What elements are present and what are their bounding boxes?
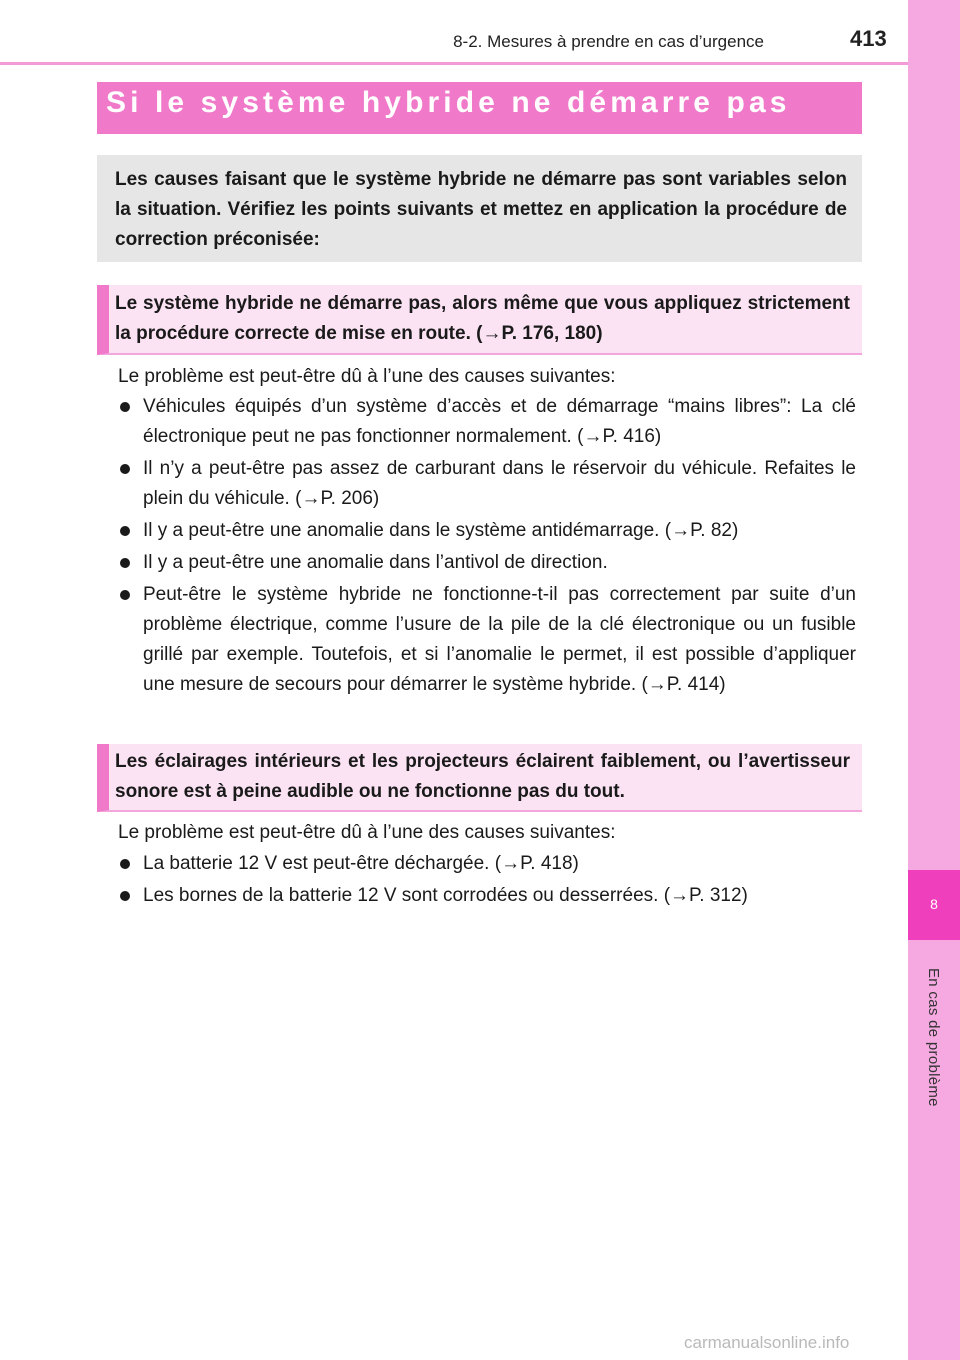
bullet-icon <box>120 859 130 869</box>
chapter-label: En cas de problème <box>925 968 942 1107</box>
page-number: 413 <box>850 26 887 51</box>
chapter-number: 8 <box>930 896 938 912</box>
bullet-icon <box>120 558 130 568</box>
page-title: Si le système hybride ne démarre pas <box>106 86 791 119</box>
arrow-icon: → <box>647 674 667 695</box>
list-item-text: Véhicules équipés d’un système d’accès et de démarrage “mains libres”: La clé électronique peut ne pas fonctionner normalement. ( <box>143 396 856 447</box>
bullet-icon <box>120 464 130 474</box>
list-item <box>118 881 856 911</box>
section-2-lead: Le problème est peut-être dû à l’une des causes suivantes: <box>118 822 616 843</box>
section-1-heading <box>115 289 850 349</box>
section-1-heading-text: Le système hybride ne démarre pas, alors même que vous appliquez strictement la procédure correcte de mise en route. ( <box>115 293 850 344</box>
page-reference-link[interactable]: P. 414) <box>666 674 726 695</box>
bullet-icon <box>120 402 130 412</box>
arrow-icon: → <box>670 885 690 906</box>
list-item <box>118 392 856 452</box>
section-2-bullet-list <box>118 849 856 913</box>
section-1-heading-ref[interactable]: P. 176, 180) <box>501 323 603 344</box>
page-reference-link[interactable]: P. 206) <box>320 488 380 509</box>
section-2-heading: Les éclairages intérieurs et les projecteurs éclairent faiblement, ou l’avertisseur sonore est à peine audible ou ne fonctionne pas du tout. <box>115 751 850 802</box>
section-1-lead: Le problème est peut-être dû à l’une des causes suivantes: <box>118 366 616 387</box>
page-reference-link[interactable]: P. 416) <box>602 426 662 447</box>
list-item-text: Il n’y a peut-être pas assez de carburant dans le réservoir du véhicule. Refaites le plein du véhicule. ( <box>143 458 856 509</box>
list-item-text: La batterie 12 V est peut-être déchargée. ( <box>143 853 502 874</box>
section-header: 8-2. Mesures à prendre en cas d’urgence <box>453 32 764 51</box>
list-item <box>118 849 856 879</box>
list-item <box>118 454 856 514</box>
arrow-icon: → <box>301 488 321 509</box>
bullet-icon <box>120 891 130 901</box>
arrow-icon: → <box>501 853 521 874</box>
arrow-icon: → <box>671 520 691 541</box>
list-item <box>118 516 856 546</box>
watermark: carmanualsonline.info <box>684 1333 850 1352</box>
arrow-icon: → <box>482 323 502 344</box>
page-reference-link[interactable]: P. 418) <box>520 853 579 874</box>
chapter-side-strip <box>908 0 960 1360</box>
list-item <box>118 548 856 578</box>
list-item <box>118 580 856 700</box>
list-item-text: Les bornes de la batterie 12 V sont corrodées ou desserrées. ( <box>143 885 671 906</box>
page-reference-link[interactable]: P. 82) <box>690 520 739 541</box>
bullet-icon <box>120 526 130 536</box>
list-item-text: Peut-être le système hybride ne fonctionne-t-il pas correctement par suite d’un problème électrique, comme l’usure de la pile de la clé électronique ou un fusible grillé par exemple. Toutefois, et si l’anomalie le permet, il est possible d’appliquer une mesure de secours pour démarrer le système hybride. ( <box>143 584 856 695</box>
list-item-text: Il y a peut-être une anomalie dans le système antidémarrage. ( <box>143 520 672 541</box>
page-reference-link[interactable]: P. 312) <box>689 885 748 906</box>
intro-text: Les causes faisant que le système hybride ne démarre pas sont variables selon la situation. Vérifiez les points suivants et mettez en application la procédure de correction préconisée: <box>115 169 847 250</box>
section-1-bullet-list <box>118 392 856 702</box>
list-item-text: Il y a peut-être une anomalie dans l’antivol de direction. <box>143 552 608 573</box>
bullet-icon <box>120 590 130 600</box>
arrow-icon: → <box>583 426 603 447</box>
header-divider <box>0 62 908 65</box>
